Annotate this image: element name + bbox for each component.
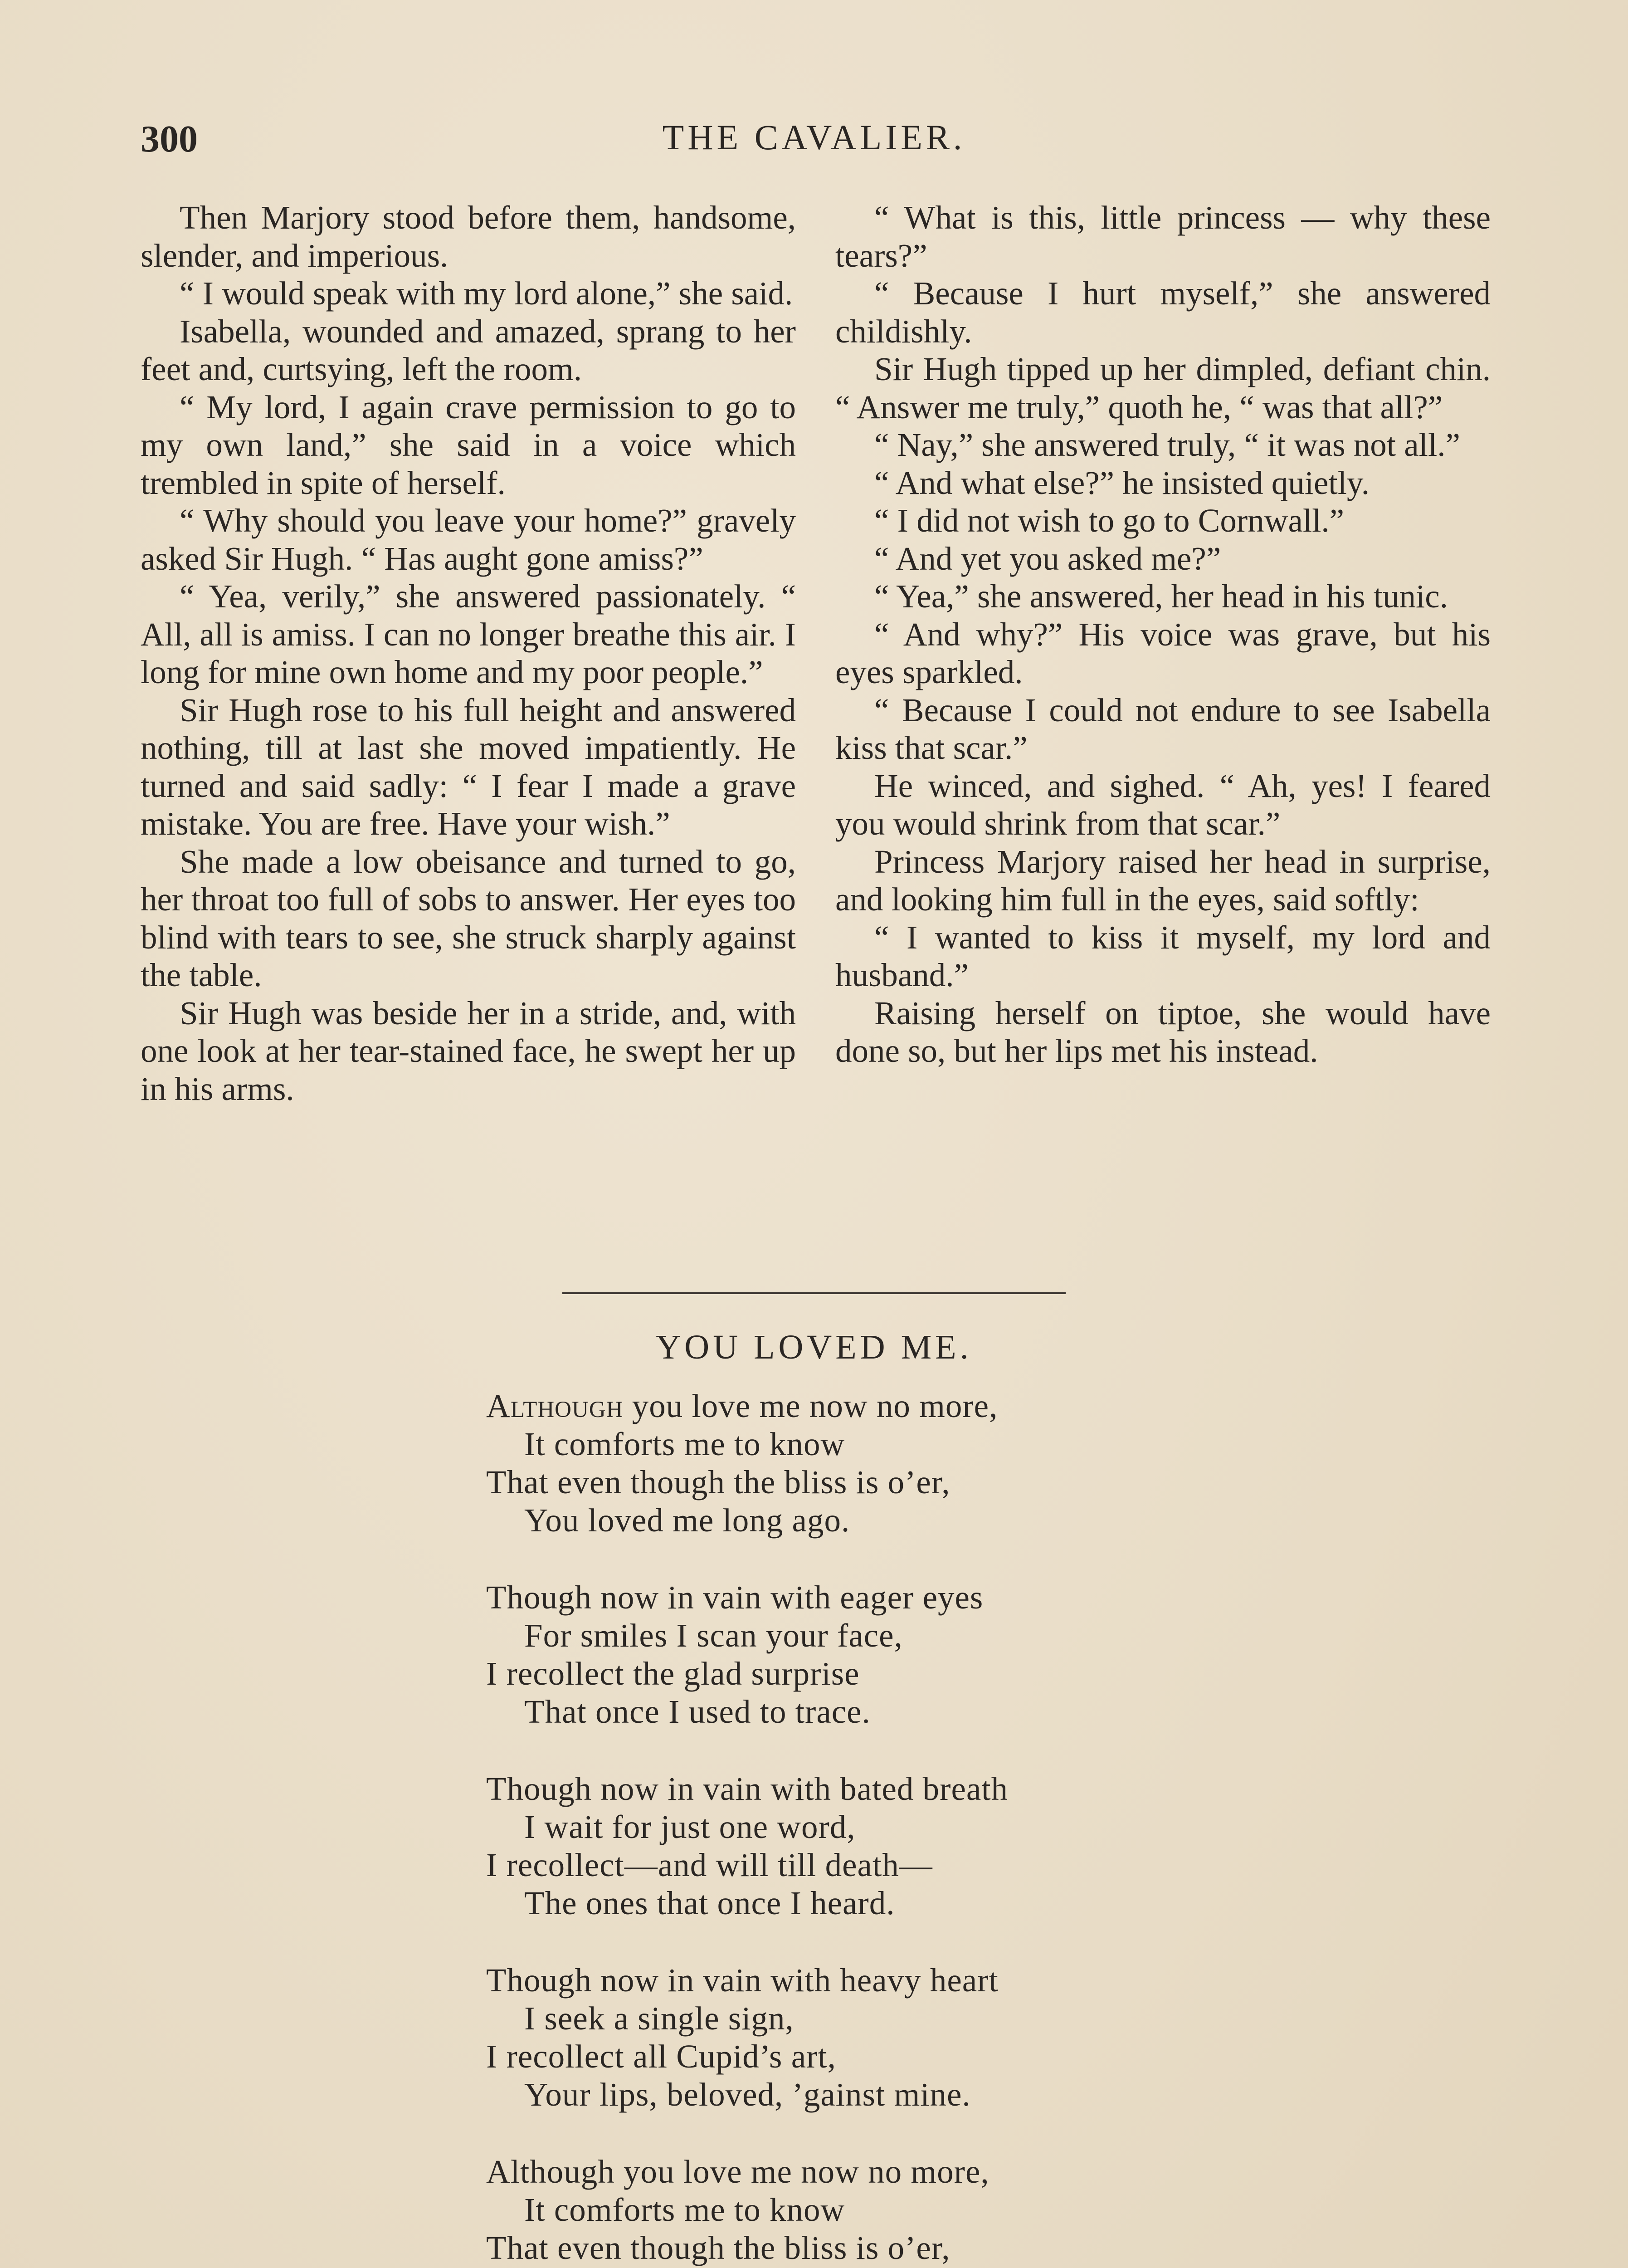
poem-line: Though now in vain with eager eyes — [486, 1579, 984, 1616]
poem-line: Although you love me now no more, — [486, 2153, 989, 2190]
paragraph: “ I did not wish to go to Cornwall.” — [874, 502, 1345, 539]
poem-line-text: you love me now no more, — [632, 1388, 998, 1424]
paragraph: “ What is this, little princess — why these tears?” — [835, 199, 1491, 274]
section-divider — [562, 1292, 1066, 1294]
poem-line: The ones that once I heard. — [524, 1885, 895, 1921]
running-title: THE CAVALIER. — [662, 117, 966, 157]
poem-line: It comforts me to know — [524, 1426, 845, 1462]
poem-stanza — [486, 1387, 1008, 1540]
paragraph: Then Marjory stood before them, handsome, slender, and imperious. — [141, 199, 796, 274]
poem-line: I recollect the glad surprise — [486, 1655, 860, 1692]
paragraph: He winced, and sighed. “ Ah, yes! I feared you would shrink from that scar.” — [835, 767, 1491, 842]
paragraph: Isabella, wounded and amazed, sprang to her feet and, curtsying, left the room. — [141, 313, 796, 387]
poem-line: Though now in vain with bated breath — [486, 1770, 1009, 1807]
paragraph: “ And why?” His voice was grave, but his eyes sparkled. — [835, 616, 1491, 690]
poem-stanza — [486, 1961, 1008, 2114]
page-number: 300 — [141, 118, 198, 160]
paragraph: Sir Hugh rose to his full height and answered nothing, till at last she moved impatiently. He turned and said sadly: “ I fear I made a grave mistake. You are free. Have your wish.” — [141, 691, 796, 842]
poem-line: I seek a single sign, — [524, 2000, 794, 2037]
paragraph: “ My lord, I again crave permission to go to my own land,” she said in a voice which trembled in spite of herself. — [141, 388, 796, 501]
poem-stanza — [486, 1770, 1008, 1922]
paragraph: “ Because I hurt myself,” she answered childishly. — [835, 275, 1491, 350]
paragraph: “ I would speak with my lord alone,” she said. — [180, 275, 793, 312]
paragraph: “ Yea, verily,” she answered passionately. “ All, all is amiss. I can no longer breathe this air. I long for mine own home and my poor people.” — [141, 578, 796, 690]
poem-line: That once I used to trace. — [524, 1693, 871, 1730]
paragraph: “ Yea,” she answered, her head in his tunic. — [874, 578, 1448, 615]
paragraph: She made a low obeisance and turned to go, her throat too full of sobs to answer. Her eyes too blind with tears to see, she struck sharply against the table. — [141, 843, 796, 993]
paragraph: “ And what else?” he insisted quietly. — [874, 464, 1370, 501]
poem-first-word: Although — [486, 1388, 624, 1424]
poem-line: I wait for just one word, — [524, 1809, 856, 1845]
poem-title: YOU LOVED ME. — [656, 1328, 972, 1366]
poem-line: It comforts me to know — [524, 2191, 845, 2228]
paragraph: Sir Hugh was beside her in a stride, and, with one look at her tear-stained face, he swept her up in his arms. — [141, 994, 796, 1107]
story-right-column — [835, 199, 1491, 1070]
paragraph: Princess Marjory raised her head in surprise, and looking him full in the eyes, said softly: — [835, 843, 1491, 918]
story-left-column — [141, 199, 796, 1108]
poem-line: I recollect all Cupid’s art, — [486, 2038, 836, 2075]
paragraph: “ I wanted to kiss it myself, my lord and husband.” — [835, 919, 1491, 993]
page-header — [141, 117, 1487, 167]
poem-stanza — [486, 2153, 1008, 2268]
poem-stanza — [486, 1579, 1008, 1731]
poem-line: You loved me long ago. — [524, 1502, 850, 1539]
paragraph: “ Nay,” she answered truly, “ it was not all.” — [874, 426, 1460, 463]
poem-body — [486, 1387, 1008, 2268]
paragraph: Sir Hugh tipped up her dimpled, defiant chin. “ Answer me truly,” quoth he, “ was that all?” — [835, 351, 1491, 425]
poem-line: That even though the bliss is o’er, — [486, 1464, 950, 1501]
poem-line: I recollect—and will till death— — [486, 1847, 933, 1883]
paragraph: Raising herself on tiptoe, she would have done so, but her lips met his instead. — [835, 994, 1491, 1069]
paragraph: “ And yet you asked me?” — [874, 540, 1221, 577]
poem-line: Your lips, beloved, ’gainst mine. — [524, 2076, 971, 2113]
paragraph: “ Because I could not endure to see Isabella kiss that scar.” — [835, 691, 1491, 766]
poem-line — [486, 1387, 1008, 1425]
poem-line: For smiles I scan your face, — [524, 1617, 903, 1654]
paragraph: “ Why should you leave your home?” gravely asked Sir Hugh. “ Has aught gone amiss?” — [141, 502, 796, 577]
poem-line: That even though the bliss is o’er, — [486, 2229, 950, 2266]
poem-line: Though now in vain with heavy heart — [486, 1962, 999, 1999]
